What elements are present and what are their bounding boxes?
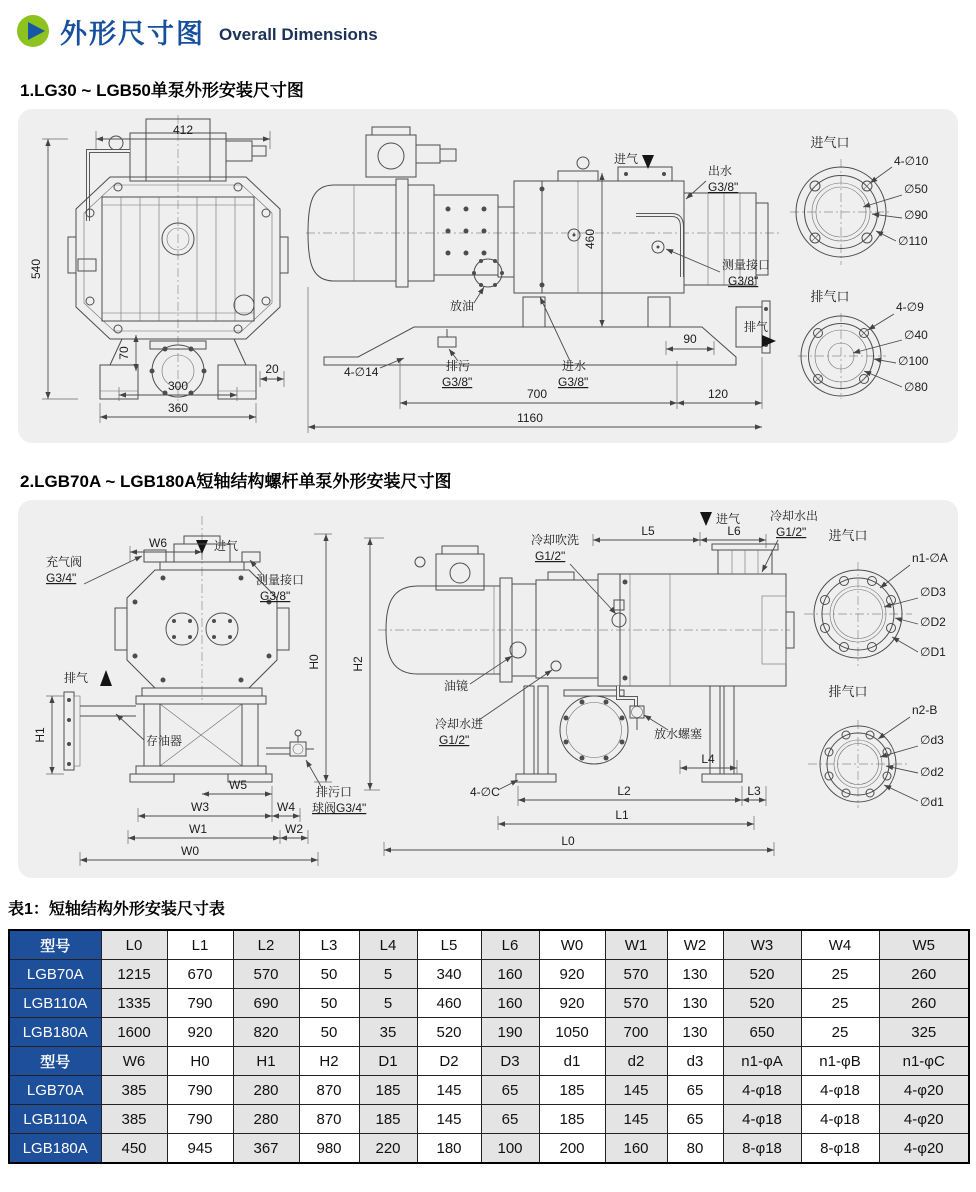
flange-inlet-d110: ∅110 — [898, 234, 928, 248]
col-header: L1 — [167, 930, 233, 960]
dim-l1: L1 — [615, 808, 629, 822]
label-out-water-size: G3/8" — [708, 180, 739, 194]
value-cell: 4-φ18 — [801, 1076, 879, 1105]
col-header: W6 — [101, 1047, 167, 1076]
col-header: L6 — [481, 930, 539, 960]
col-header: W2 — [667, 930, 723, 960]
col-header: d2 — [605, 1047, 667, 1076]
value-cell: 520 — [723, 989, 801, 1018]
value-cell: 460 — [417, 989, 481, 1018]
value-cell: 340 — [417, 960, 481, 989]
label-in-water: 进水 — [562, 359, 587, 373]
value-cell: 130 — [667, 960, 723, 989]
flange-exhaust-view — [808, 684, 944, 809]
section2-panel — [18, 500, 958, 878]
value-cell: 650 — [723, 1018, 801, 1047]
value-cell: 280 — [233, 1076, 299, 1105]
model-cell: LGB180A — [9, 1018, 101, 1047]
section1-title: 1.LG30 ~ LGB50单泵外形安装尺寸图 — [20, 81, 304, 100]
value-cell: 570 — [233, 960, 299, 989]
table-row — [9, 989, 969, 1018]
dim-120: 120 — [707, 387, 729, 401]
dim-412: 412 — [172, 123, 194, 137]
col-header: d1 — [539, 1047, 605, 1076]
value-cell: 670 — [167, 960, 233, 989]
value-cell: 8-φ18 — [723, 1134, 801, 1164]
value-cell: 325 — [879, 1018, 969, 1047]
dim-l3: L3 — [747, 784, 761, 798]
value-cell: 65 — [667, 1076, 723, 1105]
label-drain-oil: 放油 — [450, 299, 475, 313]
dim-h0: H0 — [307, 654, 321, 670]
value-cell: 520 — [723, 960, 801, 989]
value-cell: 4-φ18 — [801, 1105, 879, 1134]
value-cell: 4-φ18 — [723, 1076, 801, 1105]
value-cell: 65 — [481, 1105, 539, 1134]
flange-exhaust-bolt-label: n2-B — [912, 703, 938, 717]
col-header: H0 — [167, 1047, 233, 1076]
value-cell: 100 — [481, 1134, 539, 1164]
flange-exhaust-title: 排气口 — [810, 289, 850, 304]
value-cell: 700 — [605, 1018, 667, 1047]
value-cell: 25 — [801, 1018, 879, 1047]
col-header: W3 — [723, 930, 801, 960]
flange-exhaust-view — [798, 289, 929, 399]
flange-inlet-d90: ∅90 — [904, 208, 928, 222]
dim-w4: W4 — [277, 800, 295, 814]
label-exhaust: 排气 — [64, 671, 89, 685]
dim-20: 20 — [265, 362, 279, 376]
label-cool-water-out-size: G1/2" — [776, 525, 807, 539]
dim-460: 460 — [583, 228, 597, 250]
flange-exhaust-dd2: ∅d2 — [920, 765, 944, 779]
col-header: W5 — [879, 930, 969, 960]
flange-inlet-bolt-label: n1-∅A — [912, 551, 948, 565]
col-header-model: 型号 — [9, 930, 101, 960]
dim-h2: H2 — [351, 656, 365, 672]
table-row — [9, 1076, 969, 1105]
value-cell: 1050 — [539, 1018, 605, 1047]
flange-exhaust-bolt-label: 4-∅9 — [896, 300, 924, 314]
value-cell: 185 — [539, 1105, 605, 1134]
value-cell: 4-φ20 — [879, 1134, 969, 1164]
flange-exhaust-d100: ∅100 — [898, 354, 929, 368]
label-measure-port-size: G3/8" — [260, 589, 291, 603]
value-cell: 920 — [539, 989, 605, 1018]
value-cell: 5 — [359, 960, 417, 989]
value-cell: 820 — [233, 1018, 299, 1047]
exhaust-right-arrow-icon — [762, 335, 776, 347]
model-cell: LGB70A — [9, 1076, 101, 1105]
value-cell: 280 — [233, 1105, 299, 1134]
dim-w6: W6 — [149, 536, 167, 550]
col-header: L0 — [101, 930, 167, 960]
label-cool-flush-size: G1/2" — [535, 549, 566, 563]
label-inlet-gas: 进气 — [716, 512, 741, 526]
label-in-water-size: G3/8" — [558, 375, 589, 389]
value-cell: 1600 — [101, 1018, 167, 1047]
table-row — [9, 1105, 969, 1134]
dim-90: 90 — [683, 332, 697, 346]
dim-540: 540 — [29, 258, 43, 280]
dim-h1: H1 — [33, 727, 47, 743]
page-title-zh: 外形尺寸图 — [60, 18, 205, 49]
side-view — [306, 127, 780, 433]
value-cell: 145 — [605, 1105, 667, 1134]
value-cell: 367 — [233, 1134, 299, 1164]
value-cell: 4-φ20 — [879, 1105, 969, 1134]
dim-l5: L5 — [641, 524, 655, 538]
col-header: n1-φA — [723, 1047, 801, 1076]
value-cell: 145 — [605, 1076, 667, 1105]
model-cell: LGB70A — [9, 960, 101, 989]
value-cell: 4-φ18 — [723, 1105, 801, 1134]
value-cell: 65 — [481, 1076, 539, 1105]
dimensions-table — [8, 929, 970, 1164]
col-header: D1 — [359, 1047, 417, 1076]
label-out-water: 出水 — [708, 164, 733, 178]
label-measure-port: 测量接口 — [722, 258, 771, 272]
flange-exhaust-d40: ∅40 — [904, 328, 928, 342]
section1-drawing — [18, 109, 958, 443]
value-cell: 385 — [101, 1105, 167, 1134]
page-title-en: Overall Dimensions — [219, 25, 378, 44]
value-cell: 50 — [299, 1018, 359, 1047]
label-cool-water-in-size: G1/2" — [439, 733, 470, 747]
value-cell: 385 — [101, 1076, 167, 1105]
value-cell: 920 — [539, 960, 605, 989]
value-cell: 25 — [801, 960, 879, 989]
section2-drawing — [18, 500, 958, 878]
model-cell: LGB110A — [9, 1105, 101, 1134]
col-header: W0 — [539, 930, 605, 960]
value-cell: 25 — [801, 989, 879, 1018]
label-air-valve-size: G3/4" — [46, 571, 77, 585]
value-cell: 790 — [167, 1076, 233, 1105]
front-view — [29, 115, 288, 423]
label-measure-port: 测量接口 — [256, 573, 305, 587]
flange-exhaust-dd3: ∅d3 — [920, 733, 944, 747]
label-cool-flush: 冷却吹洗 — [531, 533, 580, 547]
col-header-model: 型号 — [9, 1047, 101, 1076]
value-cell: 145 — [417, 1105, 481, 1134]
table-header-row-2 — [9, 1047, 969, 1076]
dim-l4: L4 — [701, 752, 715, 766]
value-cell: 945 — [167, 1134, 233, 1164]
label-oil-reservoir: 存油器 — [146, 734, 183, 748]
col-header: L3 — [299, 930, 359, 960]
dim-w1: W1 — [189, 822, 207, 836]
value-cell: 185 — [539, 1076, 605, 1105]
model-cell: LGB180A — [9, 1134, 101, 1164]
dim-360: 360 — [167, 401, 189, 415]
label-inlet-gas: 进气 — [614, 152, 639, 166]
label-inlet-gas: 进气 — [214, 539, 239, 553]
value-cell: 65 — [667, 1105, 723, 1134]
value-cell: 185 — [359, 1076, 417, 1105]
flange-inlet-bolt-label: 4-∅10 — [894, 154, 929, 168]
col-header: L4 — [359, 930, 417, 960]
flange-inlet-d50: ∅50 — [904, 182, 928, 196]
value-cell: 4-φ20 — [879, 1076, 969, 1105]
pump-side-view — [351, 508, 818, 856]
col-header: L2 — [233, 930, 299, 960]
label-exhaust: 排气 — [744, 320, 769, 334]
col-header: n1-φB — [801, 1047, 879, 1076]
col-header: H1 — [233, 1047, 299, 1076]
value-cell: 185 — [359, 1105, 417, 1134]
col-header: n1-φC — [879, 1047, 969, 1076]
flange-exhaust-dd1: ∅d1 — [920, 795, 944, 809]
value-cell: 520 — [417, 1018, 481, 1047]
value-cell: 130 — [667, 1018, 723, 1047]
table-row — [9, 960, 969, 989]
label-sewage-port: 排污口 — [316, 785, 353, 799]
table-row — [9, 1134, 969, 1164]
label-cool-water-in: 冷却水进 — [435, 717, 484, 731]
value-cell: 450 — [101, 1134, 167, 1164]
section2-title: 2.LGB70A ~ LGB180A短轴结构螺杆单泵外形安装尺寸图 — [20, 472, 452, 491]
value-cell: 790 — [167, 1105, 233, 1134]
value-cell: 130 — [667, 989, 723, 1018]
col-header: D3 — [481, 1047, 539, 1076]
value-cell: 190 — [481, 1018, 539, 1047]
table-row — [9, 1018, 969, 1047]
value-cell: 570 — [605, 989, 667, 1018]
flange-inlet-title: 进气口 — [828, 528, 868, 543]
dim-l6: L6 — [727, 524, 741, 538]
value-cell: 260 — [879, 960, 969, 989]
flange-inlet-dd2: ∅D2 — [920, 615, 946, 629]
dim-1160: 1160 — [517, 411, 543, 425]
dim-l2: L2 — [617, 784, 631, 798]
dim-300: 300 — [167, 379, 189, 393]
model-cell: LGB110A — [9, 989, 101, 1018]
dim-l0: L0 — [561, 834, 575, 848]
value-cell: 1335 — [101, 989, 167, 1018]
label-sewage-port-size: 球阀G3/4" — [312, 801, 367, 815]
value-cell: 220 — [359, 1134, 417, 1164]
label-base-holes: 4-∅14 — [344, 365, 379, 379]
value-cell: 50 — [299, 989, 359, 1018]
value-cell: 690 — [233, 989, 299, 1018]
value-cell: 200 — [539, 1134, 605, 1164]
label-oil-sight: 油镜 — [444, 679, 469, 693]
value-cell: 8-φ18 — [801, 1134, 879, 1164]
value-cell: 160 — [481, 989, 539, 1018]
table-header-row-1 — [9, 930, 969, 960]
value-cell: 570 — [605, 960, 667, 989]
dim-w2: W2 — [285, 822, 303, 836]
dim-70: 70 — [117, 346, 131, 360]
value-cell: 920 — [167, 1018, 233, 1047]
pump-front-view — [33, 516, 366, 866]
value-cell: 870 — [299, 1105, 359, 1134]
section-bullet-icon — [16, 14, 50, 48]
section1-panel — [18, 109, 958, 443]
value-cell: 180 — [417, 1134, 481, 1164]
label-base-holes: 4-∅C — [470, 785, 500, 799]
flange-inlet-dd3: ∅D3 — [920, 585, 946, 599]
page-header — [0, 0, 976, 52]
label-measure-port-size: G3/8" — [728, 274, 759, 288]
col-header: d3 — [667, 1047, 723, 1076]
value-cell: 160 — [605, 1134, 667, 1164]
flange-inlet-dd1: ∅D1 — [920, 645, 946, 659]
value-cell: 160 — [481, 960, 539, 989]
value-cell: 50 — [299, 960, 359, 989]
dim-w0: W0 — [181, 844, 199, 858]
flange-inlet-view — [804, 528, 948, 666]
value-cell: 980 — [299, 1134, 359, 1164]
col-header: L5 — [417, 930, 481, 960]
label-air-valve: 充气阀 — [46, 555, 83, 569]
value-cell: 260 — [879, 989, 969, 1018]
value-cell: 790 — [167, 989, 233, 1018]
value-cell: 5 — [359, 989, 417, 1018]
dim-700: 700 — [526, 387, 548, 401]
label-cool-water-out: 冷却水出 — [770, 509, 819, 523]
flange-exhaust-d80: ∅80 — [904, 380, 928, 394]
label-sewage-size: G3/8" — [442, 375, 473, 389]
value-cell: 35 — [359, 1018, 417, 1047]
value-cell: 145 — [417, 1076, 481, 1105]
inlet-down-arrow-icon — [700, 512, 712, 526]
value-cell: 1215 — [101, 960, 167, 989]
flange-exhaust-title: 排气口 — [828, 684, 868, 699]
dim-w3: W3 — [191, 800, 209, 814]
exhaust-up-arrow-icon — [100, 670, 112, 686]
value-cell: 870 — [299, 1076, 359, 1105]
col-header: D2 — [417, 1047, 481, 1076]
dim-w5: W5 — [229, 778, 247, 792]
flange-inlet-title: 进气口 — [810, 135, 850, 150]
label-drain-plug: 放水螺塞 — [654, 727, 703, 741]
label-sewage: 排污 — [446, 359, 471, 373]
col-header: W1 — [605, 930, 667, 960]
col-header: H2 — [299, 1047, 359, 1076]
col-header: W4 — [801, 930, 879, 960]
table-title: 表1：短轴结构外形安装尺寸表 — [8, 901, 225, 918]
flange-inlet-view — [790, 135, 929, 265]
value-cell: 80 — [667, 1134, 723, 1164]
